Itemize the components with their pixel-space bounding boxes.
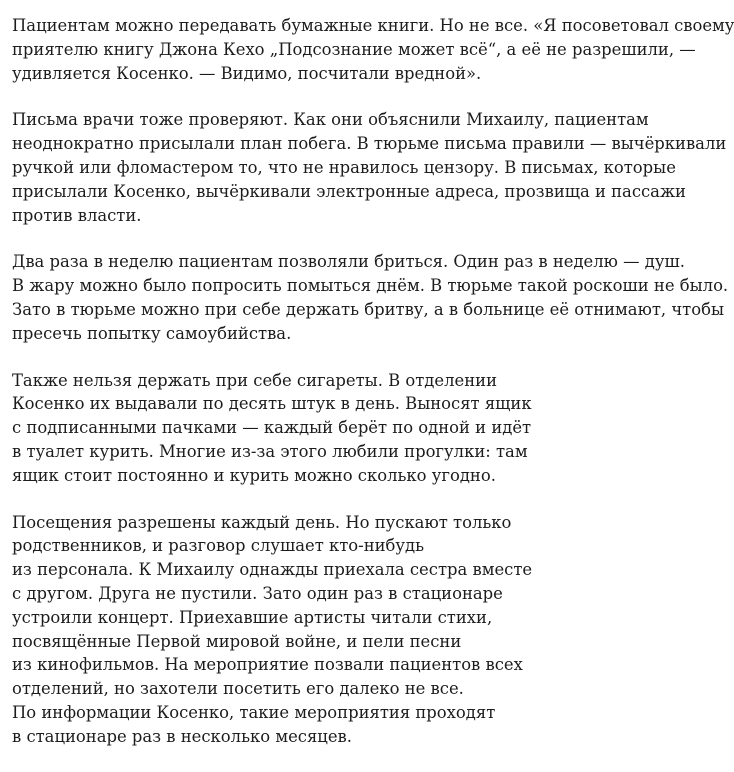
text-line: против власти. — [12, 205, 142, 225]
text-line: приятелю книгу Джона Кехо „Подсознание может всё“, а её не разрешили, — — [12, 39, 696, 59]
text-line: Пациентам можно передавать бумажные книги. Но не все. «Я посоветовал своему — [12, 16, 734, 35]
text-line: неоднократно присылали план побега. В тюрьме письма правили — вычёркивали — [12, 134, 727, 154]
paragraph-shaving — [12, 250, 729, 345]
text-line: присылали Косенко, вычёркивали электронные адреса, прозвища и пассажи — [12, 181, 686, 201]
text-line: Письма врачи тоже проверяют. Как они объяснили Михаилу, пациентам — [12, 110, 649, 130]
article-body — [12, 14, 734, 772]
text-line: Косенко их выдавали по десять штук в день. Выносят ящик — [12, 394, 532, 414]
text-line: отделений, но захотели посетить его далеко не все. — [12, 679, 464, 699]
text-line: устроили концерт. Приехавшие артисты читали стихи, — [12, 607, 493, 627]
text-line: в туалет курить. Многие из-за этого любили прогулки: там — [12, 441, 528, 461]
text-line: с другом. Друга не пустили. Зато один раз в стационаре — [12, 583, 503, 603]
text-line: Также нельзя держать при себе сигареты. В отделении — [12, 370, 497, 390]
text-line: В жару можно было попросить помыться днём. В тюрьме такой роскоши не было. — [12, 276, 729, 296]
text-line: пресечь попытку самоубийства. — [12, 323, 292, 343]
text-line: с подписанными пачками — каждый берёт по одной и идёт — [12, 418, 532, 438]
text-line: удивляется Косенко. — Видимо, посчитали вредной». — [12, 63, 482, 83]
text-line: По информации Косенко, такие мероприятия проходят — [12, 702, 496, 722]
text-line: Зато в тюрьме можно при себе держать бритву, а в больнице её отнимают, чтобы — [12, 299, 725, 319]
text-line: посвящённые Первой мировой войне, и пели песни — [12, 631, 462, 651]
text-line: ящик стоит постоянно и курить можно сколько угодно. — [12, 465, 496, 485]
text-line: ручкой или фломастером то, что не нравилось цензору. В письмах, которые — [12, 157, 676, 177]
text-line: Посещения разрешены каждый день. Но пускают только — [12, 512, 512, 532]
text-line: из кинофильмов. На мероприятие позвали пациентов всех — [12, 655, 523, 675]
text-line: в стационаре раз в несколько месяцев. — [12, 726, 352, 746]
paragraph-cigarettes — [12, 369, 638, 488]
text-line: из персонала. К Михаилу однажды приехала сестра вместе — [12, 560, 533, 580]
paragraph-letters — [12, 108, 727, 227]
text-line: Два раза в неделю пациентам позволяли бриться. Один раз в неделю — душ. — [12, 252, 685, 272]
text-line: родственников, и разговор слушает кто-нибудь — [12, 536, 425, 556]
paragraph-books — [12, 14, 734, 85]
paragraph-visits — [12, 511, 638, 749]
